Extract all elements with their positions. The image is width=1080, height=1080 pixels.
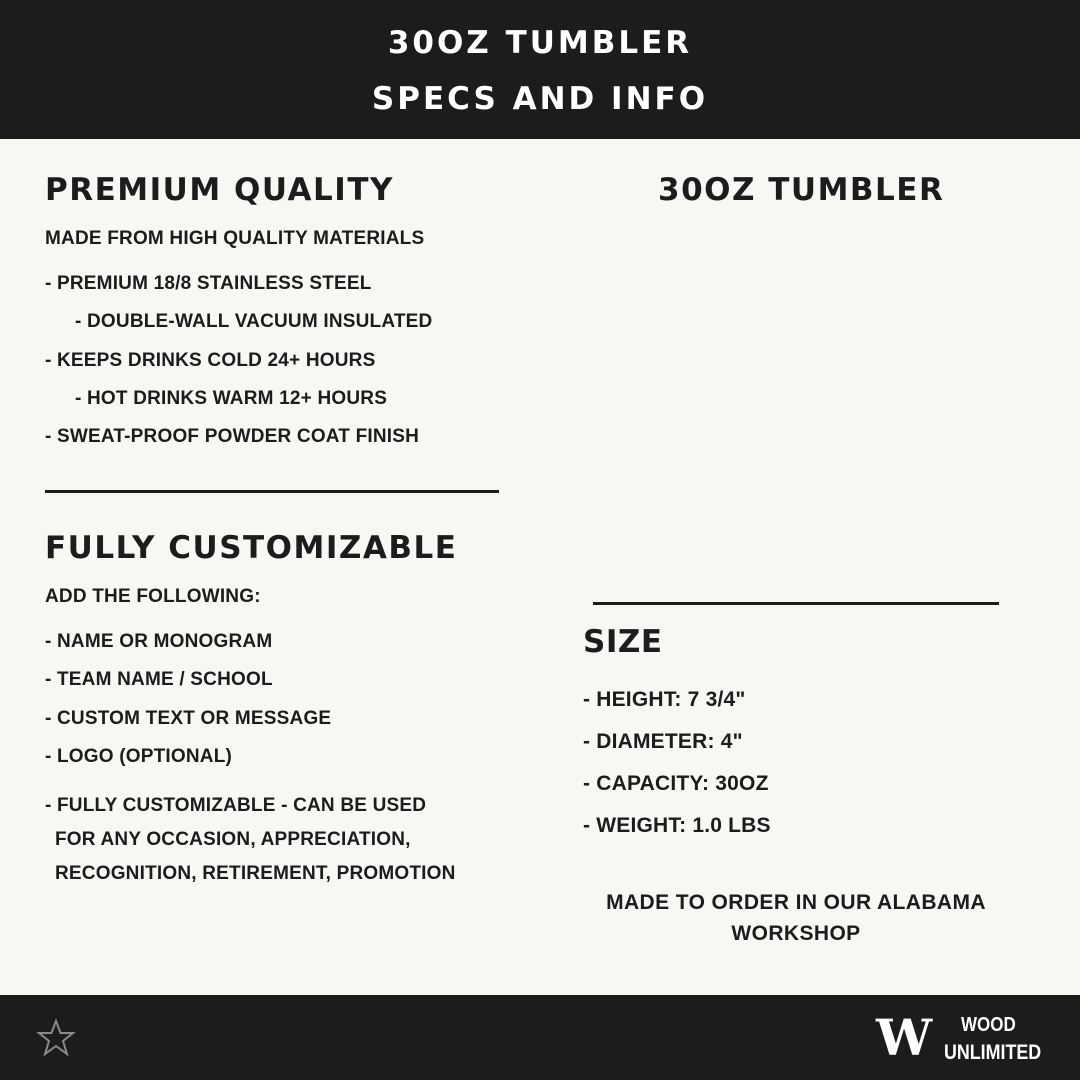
customizable-item: - CUSTOM TEXT OR MESSAGE [45,708,332,729]
product-title: 30OZ TUMBLER [658,172,945,208]
premium-item: - KEEPS DRINKS COLD 24+ HOURS [45,350,376,371]
size-item: - HEIGHT: 7 3/4" [583,688,746,711]
customizable-item: - LOGO (OPTIONAL) [45,746,233,767]
wood-unlimited-logo [876,1010,1056,1068]
customizable-note-line: - FULLY CUSTOMIZABLE - CAN BE USED [45,795,427,816]
header-banner [0,0,1080,139]
customizable-item: - NAME OR MONOGRAM [45,631,273,652]
logo-mark: W [876,1008,923,1067]
size-item: - WEIGHT: 1.0 LBS [583,814,771,837]
star-outline-icon [36,1018,76,1058]
premium-item: - PREMIUM 18/8 STAINLESS STEEL [45,273,372,294]
premium-intro: MADE FROM HIGH QUALITY MATERIALS [45,228,425,249]
size-divider [593,602,999,605]
logo-wordmark [944,1012,1041,1066]
customizable-note-line: RECOGNITION, RETIREMENT, PROMOTION [55,863,456,884]
logo-word-wood: WOOD [961,1014,1016,1036]
customizable-note-line: FOR ANY OCCASION, APPRECIATION, [55,829,411,850]
size-item: - DIAMETER: 4" [583,730,743,753]
premium-item: - DOUBLE-WALL VACUUM INSULATED [75,311,433,332]
header-title-line1: 30OZ TUMBLER [387,24,693,61]
premium-item: - HOT DRINKS WARM 12+ HOURS [75,388,388,409]
size-heading: SIZE [583,624,663,660]
customizable-item: - TEAM NAME / SCHOOL [45,669,273,690]
premium-quality-heading: PREMIUM QUALITY [45,172,394,208]
customizable-heading: FULLY CUSTOMIZABLE [45,530,458,566]
size-item: - CAPACITY: 30OZ [583,772,769,795]
made-to-order-note [583,887,1009,949]
customizable-intro: ADD THE FOLLOWING: [45,586,261,607]
made-line1: MADE TO ORDER IN OUR ALABAMA [606,891,986,914]
header-title-line2: SPECS AND INFO [371,80,709,117]
made-line2: WORKSHOP [731,922,861,945]
premium-item: - SWEAT-PROOF POWDER COAT FINISH [45,426,420,447]
logo-word-unlimited: UNLIMITED [944,1041,1042,1064]
section-divider [45,490,499,493]
